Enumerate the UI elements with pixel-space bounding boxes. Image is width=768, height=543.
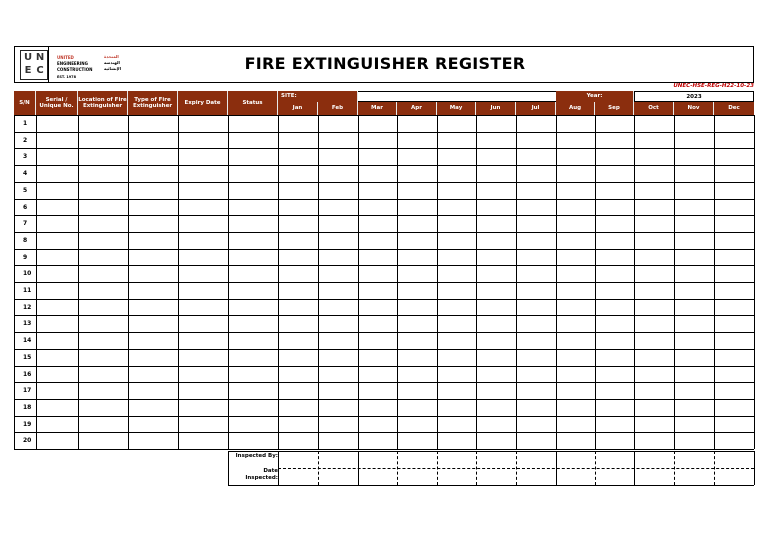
row-number: 1 [23, 120, 28, 127]
row-number: 14 [23, 337, 32, 345]
table-column-divider [476, 115, 477, 449]
logo-letter: E [24, 65, 32, 76]
footer-column-divider [634, 451, 635, 485]
row-number: 16 [23, 370, 32, 378]
header-expiry: Expiry Date [178, 91, 228, 115]
table-row-divider [14, 299, 754, 300]
table-row-divider [14, 332, 754, 333]
table-column-divider [178, 115, 179, 449]
logo-established: EST. 1978 [57, 75, 77, 79]
footer-column-divider [358, 451, 359, 485]
row-number: 18 [23, 403, 32, 411]
header-sn: S/N [14, 91, 36, 115]
table-column-divider [36, 115, 37, 449]
table-column-divider [397, 115, 398, 449]
table-column-divider [516, 115, 517, 449]
table-column-divider [14, 115, 15, 449]
table-column-divider [556, 115, 557, 449]
row-number: 11 [23, 287, 32, 294]
logo-name-en-2: ENGINEERING [57, 61, 88, 66]
row-number: 10 [23, 270, 32, 278]
table-row-divider [14, 282, 754, 283]
footer-column-divider [437, 451, 438, 485]
month-jul: Jul [516, 102, 556, 115]
table-column-divider [714, 115, 715, 449]
year-label: Year: [556, 91, 634, 102]
table-row-divider [14, 199, 754, 200]
footer-column-divider [278, 451, 279, 485]
table-column-divider [634, 115, 635, 449]
table-column-divider [228, 115, 229, 449]
row-number: 20 [23, 437, 32, 445]
month-feb: Feb [318, 102, 358, 115]
logo-name-ar-1: المتحدة [104, 54, 119, 59]
month-mar: Mar [358, 102, 397, 115]
table-row-divider [14, 148, 754, 149]
logo-name-en-3: CONSTRUCTION [57, 67, 93, 72]
logo-name-en-1: UNITED [57, 55, 74, 60]
table-column-divider [754, 115, 755, 449]
table-row-divider [14, 432, 754, 433]
table-column-divider [437, 115, 438, 449]
month-apr: Apr [397, 102, 437, 115]
table-row-divider [14, 182, 754, 183]
table-row-divider [14, 349, 754, 350]
table-row-divider [14, 115, 754, 116]
footer-column-divider [318, 451, 319, 485]
table-column-divider [278, 115, 279, 449]
footer-bottom-line [228, 485, 754, 486]
table-row-divider [14, 265, 754, 266]
footer-column-divider [714, 451, 715, 485]
row-number: 3 [23, 153, 28, 161]
table-row-divider [14, 382, 754, 383]
header-location: Location of Fire Extinguisher [78, 91, 128, 115]
table-row-divider [14, 416, 754, 417]
month-oct: Oct [634, 102, 674, 115]
inspected-by-label: Inspected By: [235, 453, 278, 459]
table-row-divider [14, 399, 754, 400]
table-row-divider [14, 132, 754, 133]
logo-letter: C [36, 65, 44, 76]
row-number: 12 [23, 303, 32, 311]
row-number: 6 [23, 203, 28, 211]
table-column-divider [358, 115, 359, 449]
month-jun: Jun [476, 102, 516, 115]
month-may: May [437, 102, 476, 115]
page-title: FIRE EXTINGUISHER REGISTER [244, 54, 526, 73]
month-jan: Jan [278, 102, 318, 115]
date-inspected-label-2: Inspected: [245, 475, 278, 481]
year-value[interactable]: 2023 [634, 91, 754, 102]
footer-column-divider [476, 451, 477, 485]
footer-column-divider [397, 451, 398, 485]
table-row-divider [14, 215, 754, 216]
logo-name-ar-2: الهندسة [104, 60, 120, 65]
row-number: 17 [23, 387, 32, 395]
title-frame [14, 46, 754, 83]
table-row-divider [14, 449, 754, 450]
footer-left-line [228, 451, 229, 485]
site-value-field[interactable] [358, 91, 556, 102]
footer-column-divider [674, 451, 675, 485]
table-column-divider [128, 115, 129, 449]
table-row-divider [14, 232, 754, 233]
row-number: 5 [23, 186, 28, 194]
document-reference: UNEC-HSE-REG-H22-10-23 [673, 83, 754, 89]
header-status: Status [228, 91, 278, 115]
month-sep: Sep [595, 102, 634, 115]
footer-column-divider [595, 451, 596, 485]
footer-top-line [228, 451, 754, 452]
row-number: 4 [23, 170, 28, 178]
table-row-divider [14, 165, 754, 166]
footer-column-divider [516, 451, 517, 485]
table-column-divider [595, 115, 596, 449]
row-number: 2 [23, 136, 28, 144]
row-number: 15 [23, 353, 32, 361]
table-row-divider [14, 315, 754, 316]
row-number: 8 [23, 236, 28, 244]
footer-column-divider [754, 451, 755, 485]
month-dec: Dec [714, 102, 754, 115]
table-row-divider [14, 249, 754, 250]
logo-letter: U [23, 52, 33, 63]
site-label: SITE: [278, 91, 358, 102]
logo-letter: N [35, 52, 45, 63]
table-column-divider [318, 115, 319, 449]
footer-column-divider [556, 451, 557, 485]
table-column-divider [78, 115, 79, 449]
row-number: 19 [23, 420, 32, 428]
row-number: 13 [23, 320, 32, 328]
header-type: Type of Fire Extinguisher [128, 91, 178, 115]
date-inspected-label-1: Date [263, 468, 278, 474]
logo-divider [48, 46, 49, 83]
month-aug: Aug [556, 102, 595, 115]
row-number: 7 [23, 220, 28, 228]
table-row-divider [14, 366, 754, 367]
month-nov: Nov [674, 102, 714, 115]
row-number: 9 [23, 253, 28, 261]
logo-name-ar-3: الإنشائية [104, 66, 121, 71]
table-column-divider [674, 115, 675, 449]
header-serial: Serial / Unique No. [36, 91, 78, 115]
